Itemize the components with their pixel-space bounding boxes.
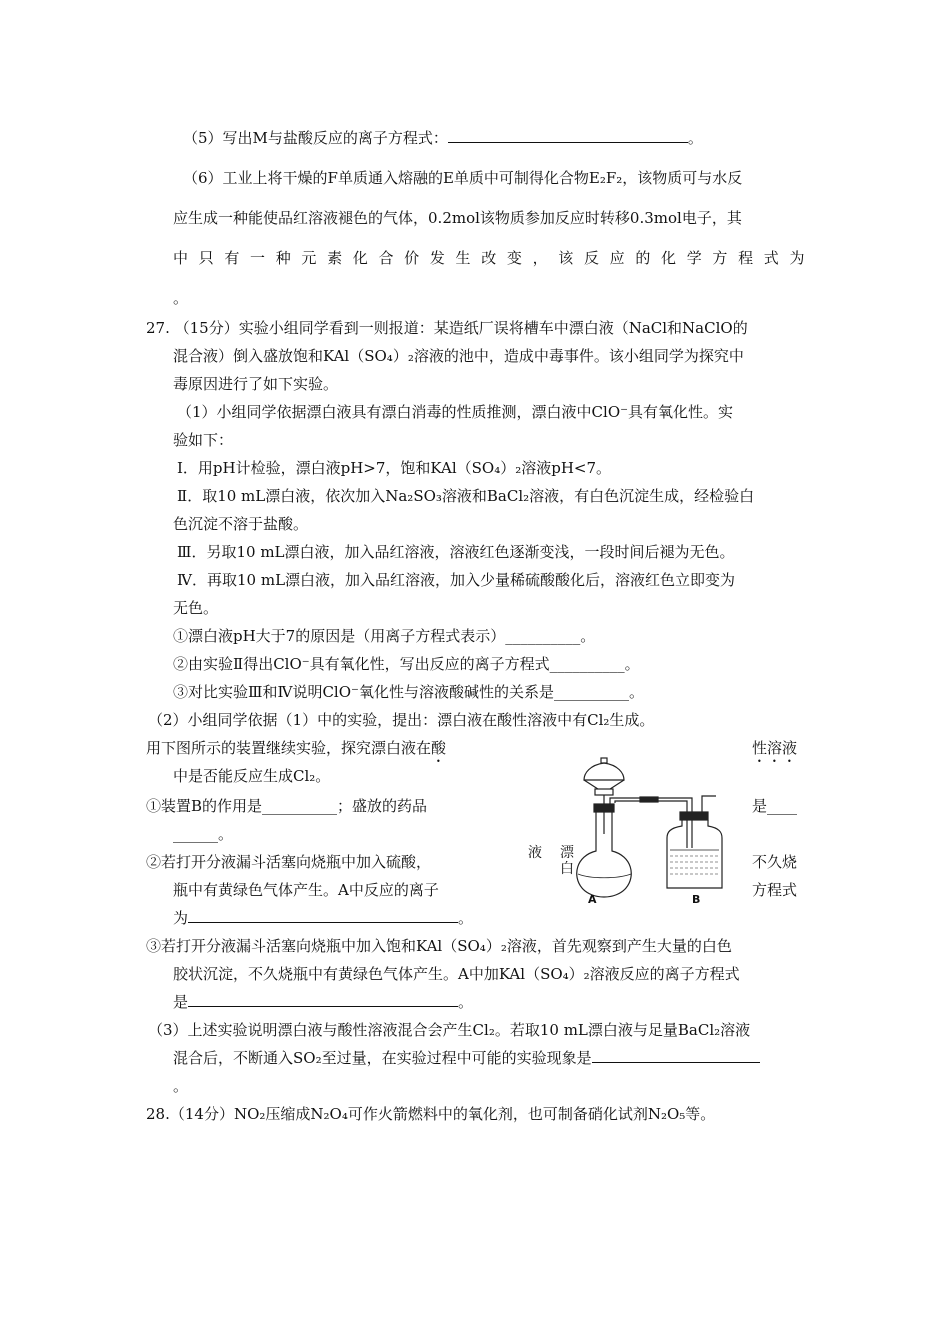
stopcock-icon: [595, 789, 613, 795]
q27-part2-line2-right: 性溶液: [752, 739, 798, 757]
q27-intro-line2: 混合液）倒入盛放饱和KAl（SO₄）₂溶液的池中，造成中毒事件。该小组同学为探究中: [173, 347, 744, 365]
q27-part1-line2: 验如下：: [173, 431, 234, 449]
q27-part1-line1: （1）小组同学依据漂白液具有漂白消毒的性质推测，漂白液中ClO⁻具有氧化性。实: [177, 403, 734, 421]
q27-experiment-3: Ⅲ．另取10 mL漂白液，加入品红溶液，溶液红色逐渐变浅，一段时间后褪为无色。: [177, 543, 735, 561]
label-bleach: 漂: [560, 845, 574, 861]
q27-step3-line2: 胶状沉淀，不久烧瓶中有黄绿色气体产生。A中加KAl（SO₄）₂溶液反应的离子方程式: [173, 965, 740, 983]
q27-experiment-2-line2: 色沉淀不溶于盐酸。: [173, 515, 309, 533]
q26-part5: （5）写出M与盐酸反应的离子方程式： 。: [183, 129, 703, 147]
q27-sub-question-2: ②由实验Ⅱ得出ClO⁻具有氧化性，写出反应的离子方程式__________。: [173, 655, 640, 673]
q27-part2-line2: 用下图所示的装置继续实验，探究漂白液在酸: [146, 739, 447, 757]
q27-part3-line1: （3）上述实验说明漂白液与酸性溶液混合会产生Cl₂。若取10 mL漂白液与足量BaCl₂溶液: [148, 1021, 751, 1039]
q27-step1-right: 是____: [752, 797, 798, 815]
q27-step3-line3: 是 。: [173, 993, 474, 1011]
answer-blank[interactable]: [448, 128, 688, 143]
q27-sub-question-3: ③对比实验Ⅲ和Ⅳ说明ClO⁻氧化性与溶液酸碱性的关系是__________。: [173, 683, 644, 701]
q27-part2-line3: 中是否能反应生成Cl₂。: [173, 767, 331, 785]
q27-step2-line3: 为 。: [173, 909, 474, 927]
separatory-funnel-icon: [584, 763, 624, 780]
label-white: 白: [560, 861, 574, 877]
q27-step2-right: 不久烧: [752, 853, 798, 871]
bottle-stopper: [680, 812, 708, 820]
q26-part6-line1: （6）工业上将干燥的F单质通入熔融的E单质中可制得化合物E₂F₂，该物质可与水反: [183, 169, 743, 187]
answer-blank[interactable]: [188, 908, 458, 923]
q27-step2-line2: 瓶中有黄绿色气体产生。A中反应的离子: [173, 881, 439, 899]
q28-intro: 28.（14分）NO₂压缩成N₂O₄可作火箭燃料中的氧化剂，也可制备硝化试剂N₂O₅等。: [146, 1105, 716, 1123]
answer-blank[interactable]: [188, 992, 458, 1007]
apparatus-figure: [520, 756, 730, 906]
wash-bottle-b-icon: [667, 820, 722, 888]
q27-step3-line1: ③若打开分液漏斗活塞向烧瓶中加入饱和KAl（SO₄）₂溶液，首先观察到产生大量的白色: [146, 937, 732, 955]
flask-stopper: [594, 804, 614, 812]
q27-step1-line2: ______。: [173, 825, 234, 843]
funnel-stopper: [601, 758, 607, 763]
q27-step1-line1: ①装置B的作用是__________；盛放的药品: [146, 797, 428, 815]
q26-part6-line2: 应生成一种能使品红溶液褪色的气体，0.2mol该物质参加反应时转移0.3mol电子，其: [173, 209, 742, 227]
q27-experiment-1: Ⅰ．用pH计检验，漂白液pH>7，饱和KAl（SO₄）₂溶液pH<7。: [177, 459, 612, 477]
q26-part6-line3: 中只有一种元素化合价发生改变，该反应的化学方程式为: [173, 249, 805, 267]
label-a: A: [588, 893, 597, 906]
rubber-connector: [640, 797, 658, 802]
label-liquid: 液: [528, 845, 542, 861]
q27-step2-line2-right: 方程式: [752, 881, 798, 899]
q27-experiment-4-line2: 无色。: [173, 599, 219, 617]
q27-experiment-2-line1: Ⅱ．取10 mL漂白液，依次加入Na₂SO₃溶液和BaCl₂溶液，有白色沉淀生成，经检验白: [177, 487, 755, 505]
label-b: B: [692, 893, 701, 906]
q27-part3-line2: 混合后，不断通入SO₂至过量，在实验过程中可能的实验现象是: [173, 1048, 760, 1068]
q27-sub-question-1: ①漂白液pH大于7的原因是（用离子方程式表示）__________。: [173, 627, 596, 645]
q27-experiment-4-line1: Ⅳ．再取10 mL漂白液，加入品红溶液，加入少量稀硫酸酸化后，溶液红色立即变为: [177, 571, 736, 589]
q27-step2-line1: ②若打开分液漏斗活塞向烧瓶中加入硫酸，: [146, 853, 432, 871]
q27-intro-line3: 毒原因进行了如下实验。: [173, 375, 339, 393]
q27-part2-line1: （2）小组同学依据（1）中的实验，提出：漂白液在酸性溶液中有Cl₂生成。: [148, 711, 655, 729]
q26-part6-end: 。: [173, 289, 189, 307]
answer-blank[interactable]: [592, 1048, 760, 1063]
q27-part3-end: 。: [173, 1077, 189, 1095]
q27-intro-line1: 27. （15分）实验小组同学看到一则报道：某造纸厂误将槽车中漂白液（NaCl和NaClO的: [146, 319, 748, 337]
